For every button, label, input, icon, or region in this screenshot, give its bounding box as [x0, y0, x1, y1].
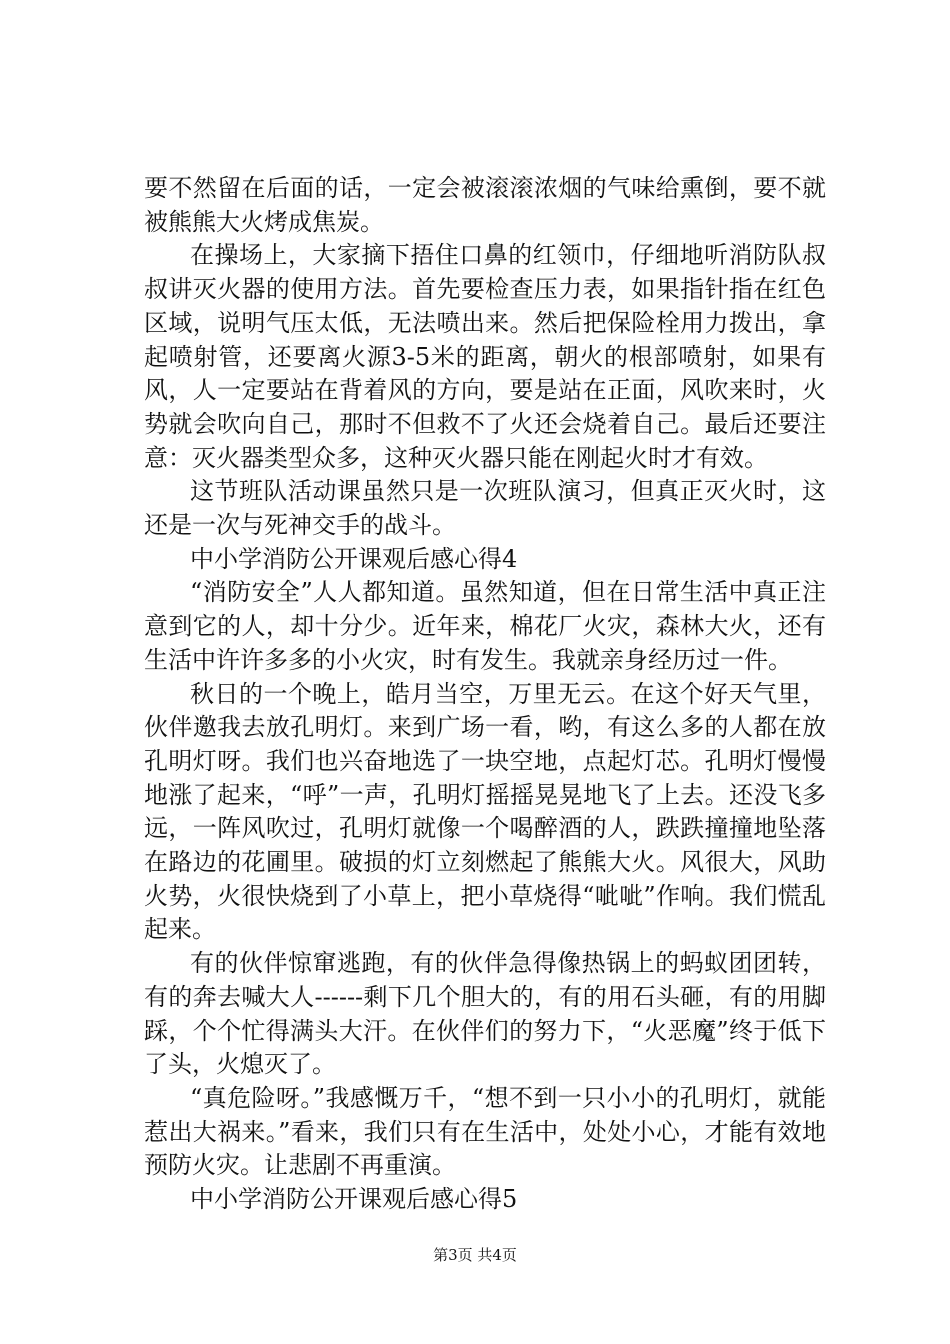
paragraph-reflection: “真危险呀。”我感慨万千，“想不到一只小小的孔明灯，就能惹出大祸来。”看来，我们只有在生活中，处处小心，才能有效地预防火灾。让悲剧不再重演。 [144, 1083, 826, 1180]
section-heading-5: 中小学消防公开课观后感心得5 [190, 1185, 518, 1214]
paragraph-fire-safety-intro: “消防安全”人人都知道。虽然知道，但在日常生活中真正注意到它的人，却十分少。近年来，棉花厂火灾，森林大火，还有生活中许许多多的小火灾，时有发生。我就亲身经历过一件。 [144, 578, 826, 674]
page-footer [0, 1245, 950, 1265]
paragraph-drill-summary: 这节班队活动课虽然只是一次班队演习，但真正灭火时，这还是一次与死神交手的战斗。 [144, 477, 826, 540]
paragraph-putting-out-fire: 有的伙伴惊窜逃跑，有的伙伴急得像热锅上的蚂蚁团团转，有的奔去喊大人------剩下几个胆大的，有的用石头砸，有的用脚踩，个个忙得满头大汗。在伙伴们的努力下，“火恶魔”终于低下了头，火熄灭了。 [144, 949, 826, 1079]
paragraph-fire-extinguisher-usage: 在操场上，大家摘下捂住口鼻的红领巾，仔细地听消防队叔叔讲灭火器的使用方法。首先要检查压力表，如果指针指在红色区域，说明气压太低，无法喷出来。然后把保险栓用力拨出，拿起喷射管，还要离火源3-5米的距离，朝火的根部喷射，如果有风，人一定要站在背着风的方向，要是站在正面，风吹来时，火势就会吹向自己，那时不但救不了火还会烧着自己。最后还要注意：灭火器类型众多，这种灭火器只能在刚起火时才有效。 [144, 241, 826, 472]
paragraph-continuation: 要不然留在后面的话，一定会被滚滚浓烟的气味给熏倒，要不就被熊熊大火烤成焦炭。 [144, 174, 826, 236]
page-number-label: 第3页 共4页 [433, 1246, 517, 1264]
section-heading-4: 中小学消防公开课观后感心得4 [190, 544, 518, 573]
document-body [144, 172, 826, 1217]
paragraph-sky-lantern-story: 秋日的一个晚上，皓月当空，万里无云。在这个好天气里，伙伴邀我去放孔明灯。来到广场一看，哟，有这么多的人都在放孔明灯呀。我们也兴奋地选了一块空地，点起灯芯。孔明灯慢慢地涨了起来，“呼”一声，孔明灯摇摇晃晃地飞了上去。还没飞多远，一阵风吹过，孔明灯就像一个喝醉酒的人，跌跌撞撞地坠落在路边的花圃里。破损的灯立刻燃起了熊熊大火。风很大，风助火势，火很快烧到了小草上，把小草烧得“呲呲”作响。我们慌乱起来。 [144, 679, 826, 944]
